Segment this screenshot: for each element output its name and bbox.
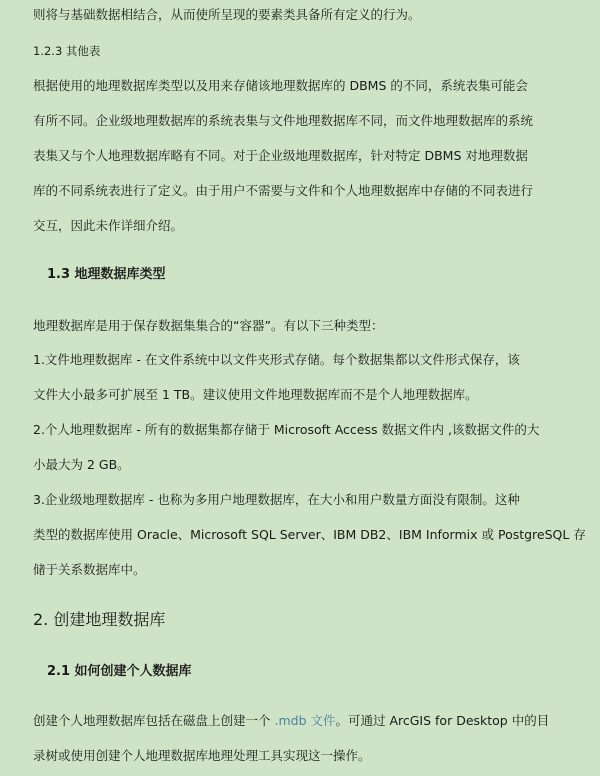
paragraph-line: 储于关系数据库中。 xyxy=(33,562,146,577)
paragraph-line: 根据使用的地理数据库类型以及用来存储该地理数据库的 DBMS 的不同，系统表集可能会 xyxy=(33,78,528,93)
paragraph-line: 文件大小最多可扩展至 1 TB。建议使用文件地理数据库而不是个人地理数据库。 xyxy=(33,387,478,402)
paragraph-text: 。可通过 ArcGIS for Desktop 中的目 xyxy=(335,713,550,728)
paragraph-line: 有所不同。企业级地理数据库的系统表集与文件地理数据库不同，而文件地理数据库的系统 xyxy=(33,113,534,128)
mdb-file-link[interactable]: .mdb 文件 xyxy=(274,713,336,728)
list-item-file-geodatabase: 1.文件地理数据库 - 在文件系统中以文件夹形式存储。每个数据集都以文件形式保存，该 xyxy=(33,352,520,367)
subheading-1-2-3: 1.2.3 其他表 xyxy=(33,44,101,58)
paragraph-line: 表集又与个人地理数据库略有不同。对于企业级地理数据库，针对特定 DBMS 对地理数据 xyxy=(33,148,528,163)
heading-2: 2. 创建地理数据库 xyxy=(33,610,166,629)
paragraph-line xyxy=(33,713,549,729)
list-item-personal-geodatabase: 2.个人地理数据库 - 所有的数据集都存储于 Microsoft Access 数据文件内 ,该数据文件的大 xyxy=(33,422,540,437)
paragraph-line: 类型的数据库使用 Oracle、Microsoft SQL Server、IBM DB2、IBM Informix 或 PostgreSQL 存 xyxy=(33,527,586,542)
paragraph-line: 库的不同系统表进行了定义。由于用户不需要与文件和个人地理数据库中存储的不同表进行 xyxy=(33,183,534,198)
paragraph-text: 创建个人地理数据库包括在磁盘上创建一个 xyxy=(33,713,275,728)
heading-1-3: 1.3 地理数据库类型 xyxy=(47,267,166,282)
heading-2-1: 2.1 如何创建个人数据库 xyxy=(47,664,192,679)
list-item-enterprise-geodatabase: 3.企业级地理数据库 - 也称为多用户地理数据库，在大小和用户数量方面没有限制。这种 xyxy=(33,492,520,507)
paragraph-line: 地理数据库是用于保存数据集集合的“容器”。有以下三种类型： xyxy=(33,318,384,333)
paragraph-line: 小最大为 2 GB。 xyxy=(33,457,130,472)
paragraph-line: 交互，因此未作详细介绍。 xyxy=(33,218,184,233)
paragraph-line: 则将与基础数据相结合，从而使所呈现的要素类具备所有定义的行为。 xyxy=(33,7,421,22)
paragraph-line: 录树或使用创建个人地理数据库地理处理工具实现这一操作。 xyxy=(33,748,371,763)
